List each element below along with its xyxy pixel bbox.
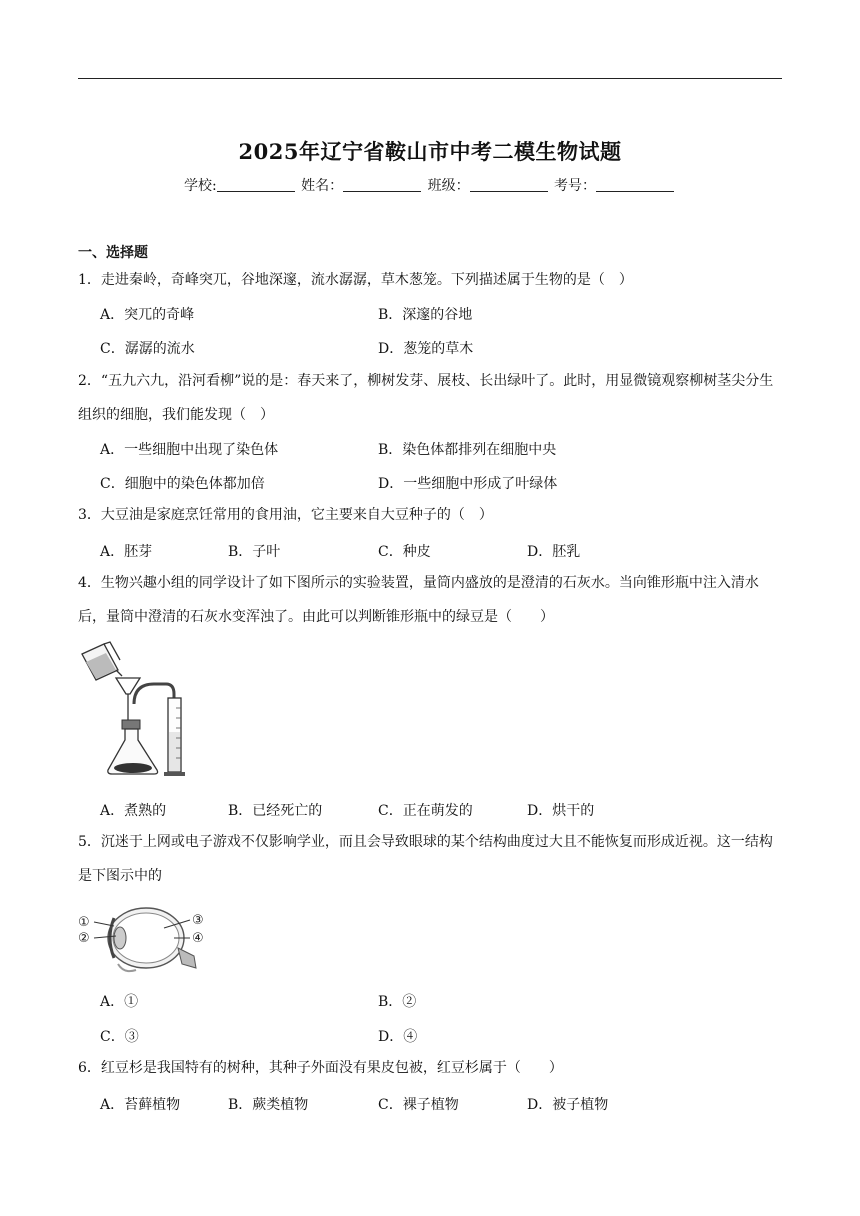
q5-option-a[interactable]: A．① <box>100 994 139 1010</box>
germination-apparatus-figure <box>78 640 190 778</box>
q1-option-c[interactable]: C．潺潺的流水 <box>100 341 195 357</box>
beaker-icon <box>82 642 122 680</box>
q6-option-c[interactable]: C．裸子植物 <box>378 1097 459 1113</box>
stopper <box>122 720 140 729</box>
eye-label-1: ① <box>78 915 90 930</box>
class-label: 班级： <box>427 178 470 194</box>
q3-option-b[interactable]: B．子叶 <box>228 544 281 560</box>
school-label: 学校: <box>183 178 217 194</box>
q4-option-c[interactable]: C．正在萌发的 <box>378 803 473 819</box>
class-blank[interactable] <box>470 179 548 192</box>
exam-no-blank[interactable] <box>596 179 674 192</box>
name-label: 姓名： <box>301 178 344 194</box>
q2-option-c[interactable]: C．细胞中的染色体都加倍 <box>100 476 265 492</box>
q4-option-a[interactable]: A．煮熟的 <box>100 803 167 819</box>
q6-option-b[interactable]: B．蕨类植物 <box>228 1097 309 1113</box>
q2-option-b[interactable]: B．染色体都排列在细胞中央 <box>378 442 557 458</box>
question-1-stem: 1．走进秦岭，奇峰突兀，谷地深邃，流水潺潺，草木葱笼。下列描述属于生物的是（ ） <box>78 272 633 288</box>
eyeball-icon <box>108 908 196 971</box>
question-6-stem: 6．红豆杉是我国特有的树种，其种子外面没有果皮包被，红豆杉属于（ ） <box>78 1060 563 1076</box>
page-title: 2025年辽宁省鞍山市中考二模生物试题 <box>238 139 622 164</box>
mung-beans <box>114 763 152 773</box>
section-heading: 一、选择题 <box>78 245 148 261</box>
question-5-stem: 5．沉迷于上网或电子游戏不仅影响学业，而且会导致眼球的某个结构曲度过大且不能恢复而形成近视。这一结构是下图示中的 <box>78 834 773 884</box>
q2-option-d[interactable]: D．一些细胞中形成了叶绿体 <box>378 476 558 492</box>
q3-option-a[interactable]: A．胚芽 <box>100 544 153 560</box>
question-2-stem: 2．“五九六九，沿河看柳”说的是：春天来了，柳树发芽、展枝、长出绿叶了。此时，用显微镜观察柳树茎尖分生组织的细胞，我们能发现（ ） <box>78 373 774 423</box>
eye-label-4: ④ <box>192 931 204 946</box>
q4-option-b[interactable]: B．已经死亡的 <box>228 803 323 819</box>
q2-option-a[interactable]: A．一些细胞中出现了染色体 <box>100 442 279 458</box>
question-3-stem: 3．大豆油是家庭烹饪常用的食用油，它主要来自大豆种子的（ ） <box>78 507 493 523</box>
q3-option-c[interactable]: C．种皮 <box>378 544 431 560</box>
q3-option-d[interactable]: D．胚乳 <box>527 544 581 560</box>
question-4-stem: 4．生物兴趣小组的同学设计了如下图所示的实验装置，量筒内盛放的是澄清的石灰水。当向锥形瓶中注入清水后，量筒中澄清的石灰水变浑浊了。由此可以判断锥形瓶中的绿豆是（ ） <box>78 575 759 625</box>
name-blank[interactable] <box>343 179 421 192</box>
eyeball-figure <box>78 904 214 976</box>
exam-no-label: 考号： <box>554 178 597 194</box>
q4-option-d[interactable]: D．烘干的 <box>527 803 595 819</box>
q6-option-d[interactable]: D．被子植物 <box>527 1097 609 1113</box>
eye-label-3: ③ <box>192 913 204 928</box>
q1-option-b[interactable]: B．深邃的谷地 <box>378 307 473 323</box>
q5-option-b[interactable]: B．② <box>378 994 417 1010</box>
student-info-line <box>0 175 860 195</box>
header-rule <box>78 78 782 79</box>
q5-option-c[interactable]: C．③ <box>100 1029 139 1045</box>
q5-option-d[interactable]: D．④ <box>378 1029 418 1045</box>
school-blank[interactable] <box>217 179 295 192</box>
q6-option-a[interactable]: A．苔藓植物 <box>100 1097 181 1113</box>
funnel-icon <box>116 678 140 722</box>
q1-option-d[interactable]: D．葱笼的草木 <box>378 341 474 357</box>
eye-label-2: ② <box>78 931 90 946</box>
q1-option-a[interactable]: A．突兀的奇峰 <box>100 307 195 323</box>
